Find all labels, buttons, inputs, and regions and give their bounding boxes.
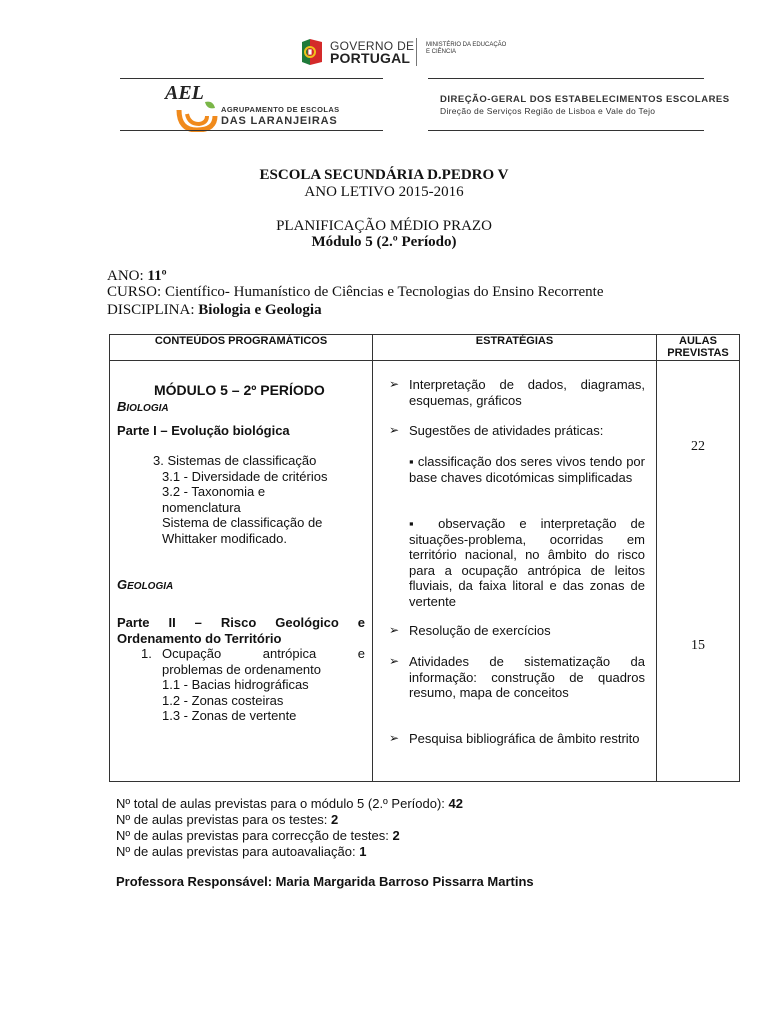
lessons-cell <box>657 361 740 782</box>
school-group-logo <box>165 82 365 132</box>
header-rule-left-bottom <box>120 130 383 131</box>
strategies-cell <box>373 361 657 782</box>
school-year: ANO LETIVO 2015-2016 <box>304 184 464 200</box>
plan-title: PLANIFICAÇÃO MÉDIO PRAZO <box>276 218 492 234</box>
item-3: 3. Sistemas de classificação <box>153 453 317 468</box>
strategy-4: ➢ Atividades de sistematização da informação: construção de quadros resumo, mapa de conceitos <box>409 654 645 701</box>
info-ano: ANO: 11º <box>107 268 167 284</box>
item-3-2: 3.2 - Taxonomia e nomenclatura <box>162 484 266 515</box>
module-heading: MÓDULO 5 – 2º PERÍODO <box>154 382 325 398</box>
item-1: Ocupação antrópica e problemas de ordenamento <box>162 646 365 677</box>
ministry-name: MINISTÉRIO DA EDUCAÇÃO E CIÊNCIA <box>426 42 507 55</box>
gov-line1: GOVERNO DE <box>330 39 415 53</box>
lessons-geology: 15 <box>691 638 705 653</box>
info-disciplina: DISCIPLINA: Biologia e Geologia <box>107 302 322 318</box>
planning-table <box>109 334 740 782</box>
government-logo <box>298 36 518 68</box>
header-strategies: ESTRATÉGIAS <box>373 335 657 361</box>
dg-subtitle: Direção de Serviços Região de Lisboa e Vale do Tejo <box>440 106 656 116</box>
strategy-5: ➢ Pesquisa bibliográfica de âmbito restrito <box>409 731 645 747</box>
header-rule-right-bottom <box>428 130 704 131</box>
ael-mark: AEL <box>165 82 204 104</box>
item-1-3: 1.3 - Zonas de vertente <box>162 708 297 723</box>
contents-cell <box>110 361 373 782</box>
item-1-2: 1.2 - Zonas costeiras <box>162 693 284 708</box>
orange-swirl-icon <box>175 100 219 132</box>
table-header-row <box>110 335 740 361</box>
header-rule-right-top <box>428 78 704 79</box>
part2-heading: Parte II – Risco Geológico e Ordenamento do Território <box>117 615 365 646</box>
item-3-1: 3.1 - Diversidade de critérios <box>162 469 328 484</box>
footer-selfeval: Nº de aulas previstas para autoavaliação: 1 <box>116 844 367 859</box>
footer-tests: Nº de aulas previstas para os testes: 2 <box>116 812 339 827</box>
biology-heading: BIOLOGIA <box>117 399 169 414</box>
header-rule-left-top <box>120 78 383 79</box>
school-name: ESCOLA SECUNDÁRIA D.PEDRO V <box>259 167 509 183</box>
info-curso: CURSO: Científico- Humanístico de Ciências e Tecnologias do Ensino Recorrente <box>107 284 604 300</box>
footer-correction: Nº de aulas previstas para correcção de testes: 2 <box>116 828 400 843</box>
header-contents: CONTEÚDOS PROGRAMÁTICOS <box>110 335 373 361</box>
item-1-1: 1.1 - Bacias hidrográficas <box>162 677 309 692</box>
portugal-flag-icon <box>298 38 324 66</box>
footer-total: Nº total de aulas previstas para o módulo 5 (2.º Período): 42 <box>116 796 463 811</box>
strategy-3: ➢ Resolução de exercícios <box>409 623 645 639</box>
table-body-row <box>110 361 740 782</box>
gov-separator <box>416 38 417 66</box>
lessons-biology: 22 <box>691 439 705 454</box>
responsible-teacher: Professora Responsável: Maria Margarida Barroso Pissarra Martins <box>116 874 534 889</box>
strategy-1: ➢ Interpretação de dados, diagramas, esquemas, gráficos <box>409 377 645 408</box>
school-group-line2: DAS LARANJEIRAS <box>221 115 338 127</box>
strategy-2b: ▪ observação e interpretação de situações-problema, ocorridas em território nacional, no âmbito do risco para a ocupação antrópica de leitos fluviais, da faixa litoral e das zonas de vertente <box>409 516 645 609</box>
header-lessons: AULAS PREVISTAS <box>657 335 740 361</box>
dg-title: DIREÇÃO-GERAL DOS ESTABELECIMENTOS ESCOLARES <box>440 94 730 105</box>
geology-heading: GEOLOGIA <box>117 577 174 592</box>
item-1-number: 1. <box>141 646 152 661</box>
whittaker-system: Sistema de classificação de Whittaker modificado. <box>162 515 323 546</box>
gov-line2: PORTUGAL <box>330 50 411 66</box>
school-group-line1: AGRUPAMENTO DE ESCOLAS <box>221 105 340 114</box>
part1-heading: Parte I – Evolução biológica <box>117 423 290 438</box>
strategy-2: ➢ Sugestões de atividades práticas: <box>409 423 645 439</box>
strategy-2a: ▪ classificação dos seres vivos tendo por base chaves dicotómicas simplificadas <box>409 454 645 485</box>
module-title: Módulo 5 (2.º Período) <box>311 234 457 250</box>
